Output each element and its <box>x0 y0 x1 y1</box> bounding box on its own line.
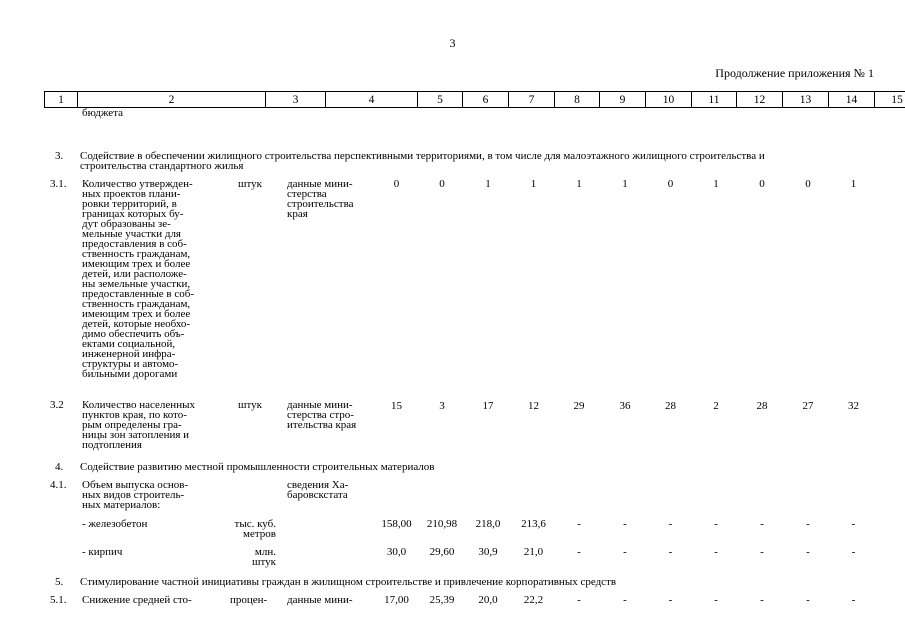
value-cell: 27 <box>802 400 814 412</box>
value-cell: - <box>623 546 627 558</box>
header-cell: 8 <box>555 92 600 108</box>
value-cell: 32 <box>848 400 859 412</box>
section-number: 4. <box>55 461 64 473</box>
header-cell: 14 <box>829 92 875 108</box>
header-cell: 1 <box>45 92 78 108</box>
row-number: 3.1. <box>50 178 67 190</box>
value-cell: - <box>714 518 718 530</box>
value-cell: 21,0 <box>523 546 544 558</box>
row-source: данные мини- стерства стро- ительства края <box>287 399 357 431</box>
value-cell: - <box>760 546 764 558</box>
value-cell: 210,98 <box>426 518 458 530</box>
row-source: данные мини- стерства строительства края <box>287 178 354 220</box>
value-cell: 0 <box>667 178 674 190</box>
row-name: Количество утвержден- ных проектов плани- ровки территорий, в границах которых бу- дут образованы зе- мельные участки для предоставления в соб- ственность гражданам, имеющим трех и более детей, или расположе- ны земельные участки, предоставленные в соб- ственность гражданам, имеющим трех и более детей, которые необхо- димо обеспечить объ- ектами социальной, инженерной инфра- структуры и автомо- бильными дорогами <box>82 178 195 380</box>
value-cell: 30,9 <box>478 546 498 558</box>
value-cell: 28 <box>665 400 676 412</box>
row-name: - железобетон <box>82 518 148 530</box>
row-name: Объем выпуска основ- ных видов строитель- ных материалов: <box>82 479 189 511</box>
header-cell: 13 <box>783 92 829 108</box>
header-cell: 3 <box>266 92 326 108</box>
value-cell: 2 <box>713 400 719 412</box>
row-unit: млн. штук <box>252 546 276 568</box>
value-cell: 1 <box>850 178 857 190</box>
value-cell: - <box>851 546 856 558</box>
continuation-label: Продолжение приложения № 1 <box>715 66 874 80</box>
header-cell: 6 <box>463 92 509 108</box>
header-cell: 5 <box>418 92 463 108</box>
row-name: Снижение средней сто- <box>82 594 192 606</box>
header-cell: 11 <box>692 92 737 108</box>
row-number: 4.1. <box>50 479 67 491</box>
value-cell: 158,00 <box>381 518 412 530</box>
value-cell: 1 <box>485 178 491 190</box>
value-cell: - <box>668 594 673 606</box>
section-number: 5. <box>55 576 64 588</box>
header-row <box>45 92 905 108</box>
value-cell: - <box>851 518 856 530</box>
value-cell: - <box>760 518 764 530</box>
row-source: сведения Ха- баровскстата <box>287 479 349 501</box>
section-title: Содействие развитию местной промышленности строительных материалов <box>80 461 435 473</box>
value-cell: - <box>668 546 673 558</box>
value-cell: 15 <box>391 400 402 412</box>
value-cell: - <box>714 546 718 558</box>
value-cell: - <box>806 546 810 558</box>
value-cell: 3 <box>439 400 445 412</box>
value-cell: - <box>623 594 627 606</box>
value-cell: 218,0 <box>475 518 501 530</box>
value-cell: 0 <box>393 178 400 190</box>
value-cell: 12 <box>528 400 539 412</box>
value-cell: 36 <box>619 400 631 412</box>
value-cell: 1 <box>576 178 582 190</box>
value-cell: 22,2 <box>523 594 544 606</box>
header-cell: 15 <box>875 92 905 108</box>
row-number: 3.2 <box>50 399 64 411</box>
value-cell: 0 <box>439 178 445 190</box>
header-cell: 9 <box>600 92 646 108</box>
value-cell: - <box>577 594 581 606</box>
row-name: Количество населенных пунктов края, по кото- рым определены гра- ницы зон затопления и подтопления <box>82 399 195 451</box>
page-number: 3 <box>449 36 456 50</box>
section-title: Содействие в обеспечении жилищного строительства перспективными территориями, в том числе для малоэтажного жилищного строительства и строительства стандартного жилья <box>80 150 765 172</box>
value-cell: 17 <box>482 400 494 412</box>
value-cell: 17,00 <box>384 594 409 606</box>
value-cell: - <box>577 546 581 558</box>
row-unit: штук <box>238 399 262 411</box>
row-unit: штук <box>238 178 262 190</box>
value-cell: 25,39 <box>429 594 455 606</box>
value-cell: - <box>851 594 856 606</box>
value-cell: 1 <box>530 178 537 190</box>
value-cell: 1 <box>622 178 628 190</box>
value-cell: 28 <box>756 400 768 412</box>
value-cell: 0 <box>805 178 811 190</box>
row-unit: процен- <box>230 594 268 606</box>
value-cell: - <box>623 518 627 530</box>
header-cell: 2 <box>78 92 266 108</box>
value-cell: - <box>714 594 718 606</box>
value-cell: 1 <box>713 178 719 190</box>
value-cell: - <box>668 518 673 530</box>
row-source: данные мини- <box>287 594 353 606</box>
row-unit: тыс. куб. метров <box>234 518 276 540</box>
row-number: 5.1. <box>50 594 67 606</box>
column-header-table <box>44 91 905 108</box>
header-cell: 10 <box>646 92 692 108</box>
value-cell: 0 <box>759 178 765 190</box>
row-name: - кирпич <box>82 546 123 558</box>
value-cell: - <box>806 594 810 606</box>
value-cell: - <box>577 518 581 530</box>
section-title: Стимулирование частной инициативы граждан в жилищном строительстве и привлечение корпоративных средств <box>80 576 617 588</box>
value-cell: 29 <box>573 400 585 412</box>
header-cell: 4 <box>326 92 418 108</box>
header-cell: 12 <box>737 92 783 108</box>
value-cell: 29,60 <box>429 546 455 558</box>
value-cell: - <box>806 518 810 530</box>
value-cell: 30,0 <box>386 546 407 558</box>
carry-over-text: бюджета <box>82 107 124 119</box>
value-cell: 20,0 <box>478 594 498 606</box>
section-number: 3. <box>55 150 64 162</box>
header-cell: 7 <box>509 92 555 108</box>
value-cell: 213,6 <box>521 518 546 530</box>
value-cell: - <box>760 594 764 606</box>
